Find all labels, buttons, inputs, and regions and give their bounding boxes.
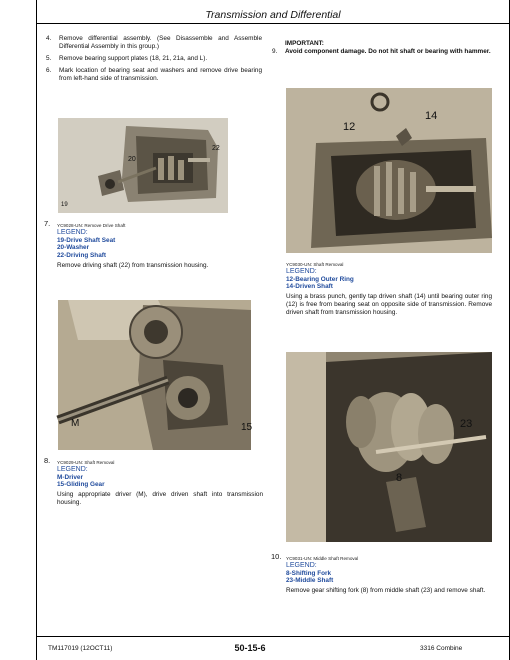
figure-8-legend xyxy=(57,466,105,489)
legend-item: 19-Drive Shaft Seat xyxy=(57,236,116,244)
middle-shaft-image xyxy=(286,352,492,542)
legend-item: 22-Driving Shaft xyxy=(57,251,107,259)
photo-middle-shaft xyxy=(286,352,492,542)
footer-page-number: 50-15-6 xyxy=(234,643,266,653)
legend-title: LEGEND: xyxy=(286,562,317,569)
callout-20: 20 xyxy=(128,156,136,163)
figure-9-caption: YC9030-UN: Shaft Removal xyxy=(286,262,344,267)
legend-title: LEGEND: xyxy=(57,466,88,473)
header-divider xyxy=(36,23,510,24)
legend-item: M-Driver xyxy=(57,473,83,481)
legend-item: 8-Shifting Fork xyxy=(286,569,332,577)
driven-shaft-image xyxy=(286,88,492,253)
footer-product: 3316 Combine xyxy=(420,645,463,652)
legend-item: 20-Washer xyxy=(57,244,90,251)
callout-14: 14 xyxy=(425,110,438,122)
figure-7-legend xyxy=(57,229,115,259)
figure-9-instruction: Using a brass punch, gently tap driven shaft (14) until bearing outer ring (12) is free from bearing seat on opposite side of transmission. Remove driven shaft from transmission housing. xyxy=(286,293,492,317)
callout-15: 15 xyxy=(241,422,253,433)
figure-8-caption: YC9029-UN: Shaft Removal xyxy=(57,460,115,465)
callout-19: 19 xyxy=(61,202,68,208)
photo-shaft-removal-driver xyxy=(58,300,251,450)
photo-remove-drive-shaft xyxy=(58,118,228,213)
figure-10-instruction: Remove gear shifting fork (8) from middle shaft (23) and remove shaft. xyxy=(286,587,486,594)
callout-23: 23 xyxy=(460,418,473,430)
figure-9-legend xyxy=(286,268,354,291)
callout-8: 8 xyxy=(396,472,403,484)
step-4: 4. Remove differential assembly. (See Disassemble and Assemble Differential Assembly in this group.) xyxy=(46,35,262,51)
figure-10-caption: YC9031-UN: Middle Shaft Removal xyxy=(286,556,359,561)
photo-bearing-driven-shaft xyxy=(286,88,492,253)
legend-title: LEGEND: xyxy=(57,229,88,236)
important-title: IMPORTANT: xyxy=(285,40,324,47)
important-text: Avoid component damage. Do not hit shaft or bearing with hammer. xyxy=(285,48,491,55)
legend-item: 14-Driven Shaft xyxy=(286,283,333,290)
figure-7-number: 7. xyxy=(44,219,51,228)
footer-divider xyxy=(36,636,510,637)
callout-12: 12 xyxy=(343,121,356,133)
figure-10-number: 10. xyxy=(271,552,282,561)
step-5: 5. Remove bearing support plates (18, 21, 21a, and L). xyxy=(46,55,208,62)
figure-10-legend xyxy=(286,562,333,585)
legend-item: 12-Bearing Outer Ring xyxy=(286,275,354,283)
transmission-housing-image xyxy=(58,118,228,213)
page-border-left xyxy=(36,0,37,660)
figure-7-caption: YC9028-UN: Remove Drive Shaft xyxy=(57,223,126,228)
callout-22: 22 xyxy=(212,145,220,152)
legend-item: 23-Middle Shaft xyxy=(286,577,334,584)
step-6: 6. Mark location of bearing seat and washers and remove drive bearing from left-hand side of transmission. xyxy=(46,67,262,83)
figure-8-instruction: Using appropriate driver (M), drive driven shaft into transmission housing. xyxy=(57,491,263,507)
legend-title: LEGEND: xyxy=(286,268,317,275)
figure-7-instruction: Remove driving shaft (22) from transmission housing. xyxy=(57,262,209,269)
footer-doc-id: TM117019 (12OCT11) xyxy=(48,645,113,652)
callout-M: M xyxy=(71,418,80,429)
legend-item: 15-Gliding Gear xyxy=(57,481,105,488)
driver-shaft-image xyxy=(58,300,251,450)
figure-8-number: 8. xyxy=(44,456,51,465)
page-title: Transmission and Differential xyxy=(205,9,341,21)
important-note: 9. IMPORTANT: Avoid component damage. Do not hit shaft or bearing with hammer. xyxy=(285,40,493,56)
